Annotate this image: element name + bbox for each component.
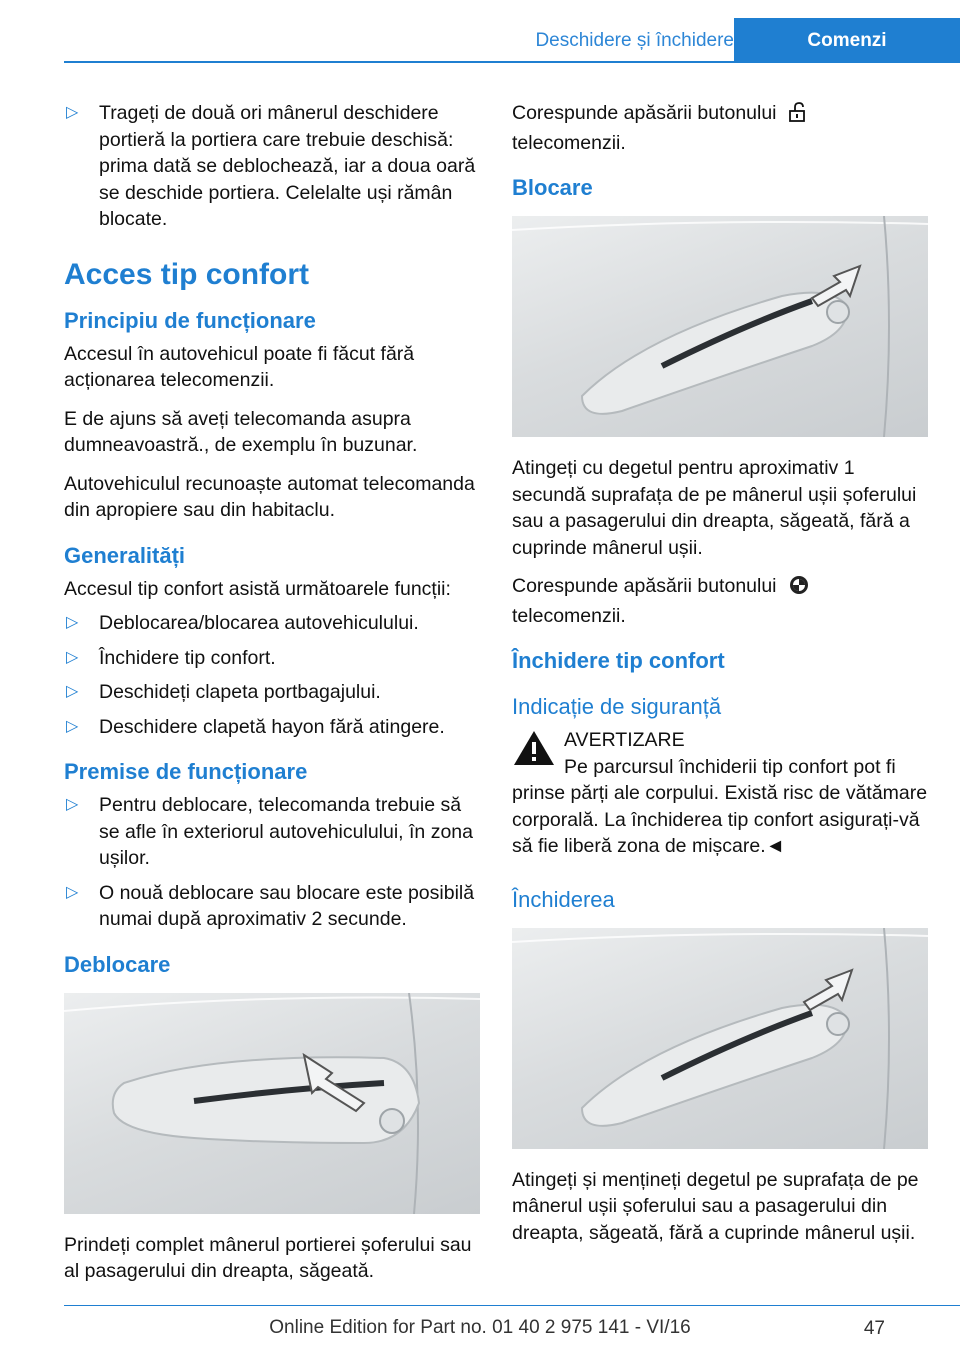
heading-deblocare: Deblocare [64,951,171,977]
figure-caption: Prindeți complet mânerul portierei șoferului sau al pasagerului din dreapta, săgeată. [64,1233,472,1282]
heading-premise: Premise de funcționare [64,759,308,784]
heading-inchidere-confort: Închidere tip confort [512,648,725,673]
list-item: ▷ Deschidere clapetă hayon fără atingere. [64,714,480,741]
paragraph: Accesul tip confort asistă următoarele funcții: [64,577,451,600]
premise-list [64,792,480,933]
page-number: 47 [863,1318,885,1339]
paragraph: Corespunde apăsării butonuluitelecomenzii. [512,100,928,156]
heading-acces-confort: Acces tip confort [64,257,310,291]
paragraph: Corespunde apăsării butonuluitelecomenzii. [512,573,928,629]
heading-blocare: Blocare [512,175,593,200]
warning-text: prinse părți ale corpului. Există risc de vătămare corporală. La închiderea tip confort asigurați-vă să fie liberă zona de mișcare.◄ [512,782,928,857]
figure-caption: Atingeți cu degetul pentru aproximativ 1 secundă suprafața de pe mânerul ușii șoferului sau a pasagerului din dreapta, săgeată, fără a cuprinde mânerul ușii. [512,457,917,559]
list-item: ▷ Deschideți clapeta portbagajului. [64,679,480,706]
heading-generalitati: Generalități [64,542,186,568]
functions-list [64,610,480,740]
triangle-right-icon: ▷ [66,683,79,700]
triangle-right-icon: ▷ [66,648,79,666]
list-item: ▷ Deblocarea/blocarea autovehiculului. [64,610,480,637]
footer-rule [64,1305,960,1306]
warning-title: AVERTIZARE [564,729,685,751]
right-column [512,100,928,1258]
list-item: ▷ O nouă deblocare sau blocare este posibilă numai după aproximativ 2 secunde. [66,881,475,930]
triangle-right-icon: ▷ [66,796,79,813]
bmw-logo-icon [789,575,809,603]
triangle-right-icon: ▷ [66,717,79,735]
footer-edition: Online Edition for Part no. 01 40 2 975 141 - VI/16 [269,1317,691,1338]
warning-box [512,727,928,860]
heading-indicatie: Indicație de siguranță [512,694,722,719]
door-handle-figure-close [512,928,928,1149]
left-column [64,100,480,1297]
paragraph: Autovehiculul recunoaște automat telecomanda din apropiere sau din habitaclu. [64,472,475,521]
list-item: ▷ Trageți de două ori mânerul deschidere portieră la portiera care trebuie deschisă: prima dată se deblochează, iar a doua oară se deschide portiera. Celelalte uși rămân blocate. [66,102,476,230]
figure-caption: Atingeți și mențineți degetul pe suprafața de pe mânerul ușii șoferului sau a pasagerului din dreapta, săgeată, fără a cuprinde mânerul ușii. [512,1168,919,1244]
paragraph: Accesul în autovehicul poate fi făcut fără acționarea telecomenzii. [64,342,415,391]
paragraph: E de ajuns să aveți telecomanda asupra dumneavoastră., de exemplu în buzunar. [64,407,418,456]
intro-list [64,100,480,233]
list-item: ▷ Închidere tip confort. [64,645,480,672]
door-handle-figure-lock [512,216,928,437]
heading-principiu: Principiu de funcționare [64,307,316,333]
unlock-icon [789,102,807,130]
triangle-right-icon: ▷ [66,104,79,121]
triangle-right-icon: ▷ [66,614,79,631]
warning-line: Pe parcursul închiderii tip confort pot fi [564,755,896,778]
header-section-title: Deschidere și închidere [535,30,734,51]
header-chapter-tab: Comenzi [734,18,960,63]
list-item: ▷ Pentru deblocare, telecomanda trebuie să se afle în exteriorul autovehiculului, în zona ușilor. [66,794,473,869]
heading-inchiderea: Închiderea [512,886,615,912]
triangle-right-icon: ▷ [66,883,79,901]
door-handle-figure-unlock [64,993,480,1214]
warning-triangle-icon [512,729,556,775]
